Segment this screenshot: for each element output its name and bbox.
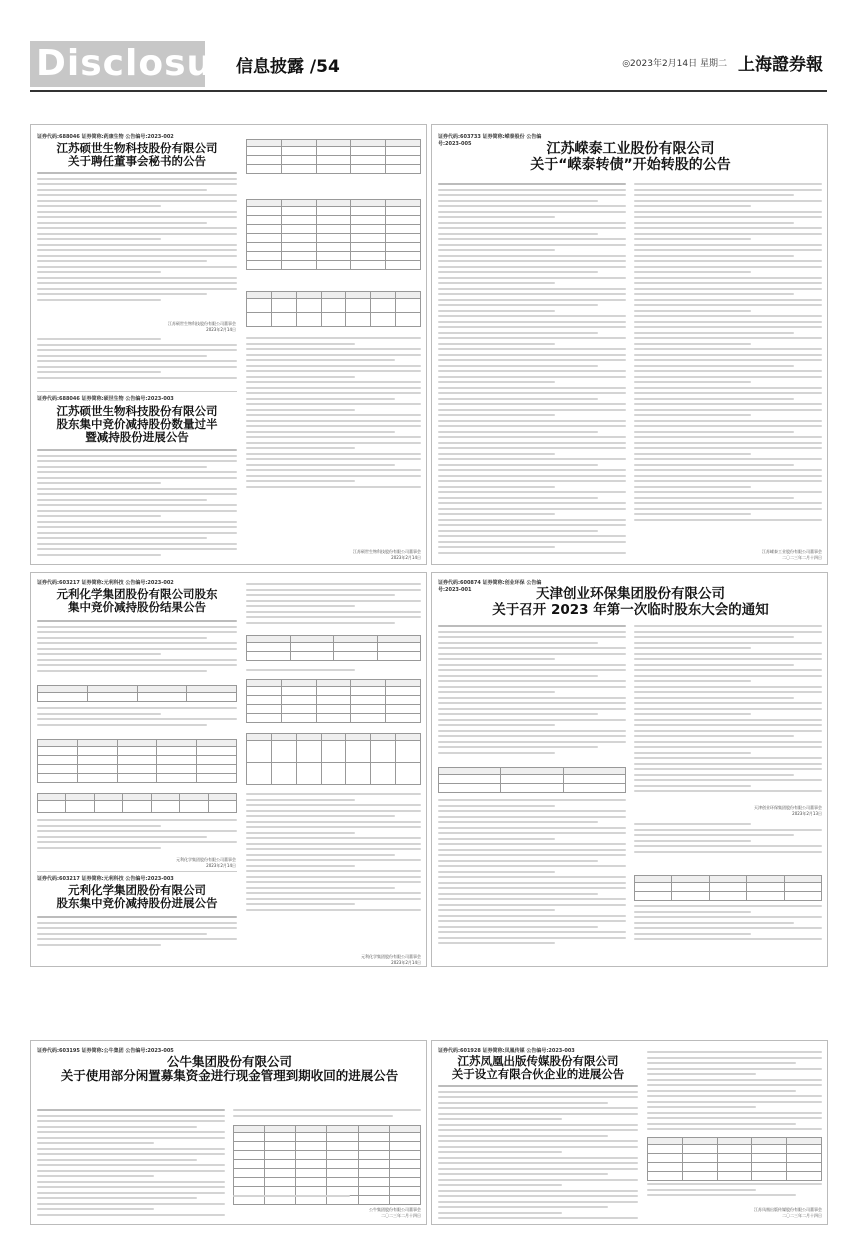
article-title: 元利化学集团股份有限公司 股东集中竞价减持股份进展公告 <box>56 883 218 911</box>
article-title: 江苏凤凰出版传媒股份有限公司 关于设立有限合伙企业的进展公告 <box>451 1054 625 1082</box>
reduction-progress-table <box>246 291 421 327</box>
shareholder-detail-table <box>246 679 421 723</box>
article-body-lines <box>246 583 421 633</box>
article-body-lines <box>647 1051 822 1135</box>
article-body-lines <box>246 337 421 537</box>
reduction-detail-table <box>37 793 237 813</box>
section-title: 信息披露 /54 <box>236 57 340 77</box>
article-body-lines <box>438 625 626 765</box>
proposal-table <box>438 767 626 793</box>
article-body-lines <box>246 669 421 679</box>
article-body-lines <box>634 905 822 960</box>
shareholding-table <box>246 139 421 174</box>
holding-change-table <box>37 739 237 783</box>
article-title: 天津创业环保集团股份有限公司 关于召开 2023 年第一次临时股东大会的通知 <box>492 586 769 618</box>
article-title: 江苏嵘泰工业股份有限公司 关于“嵘泰转债”开始转股的公告 <box>530 141 731 174</box>
article-appendix-lines <box>37 338 237 388</box>
article-body-lines <box>647 1183 822 1203</box>
article-code: 证券代码:600874 证券简称:创业环保 公告编号:2023-001 <box>438 580 542 593</box>
article-code: 证券代码:601928 证券简称:凤凰传媒 公告编号:2023-003 <box>438 1048 575 1054</box>
article-body-lines <box>634 625 822 805</box>
signature: 元利化学集团股份有限公司董事会 2023年2月14日 <box>361 954 421 965</box>
signature: 元利化学集团股份有限公司董事会 2023年2月14日 <box>176 857 236 868</box>
article-body-lines <box>233 1109 421 1123</box>
article-body-lines <box>634 183 822 533</box>
panel-middle-right <box>431 572 828 967</box>
header-rule <box>30 90 827 92</box>
article-code: 证券代码:603217 证券简称:元利科技 公告编号:2023-002 <box>37 580 174 586</box>
cash-management-table <box>233 1125 421 1205</box>
reduction-progress-table <box>246 733 421 785</box>
panel-bottom-left <box>30 1040 427 1225</box>
article-code: 证券代码:603733 证券简称:嵘泰股份 公告编号:2023-005 <box>438 134 542 147</box>
article-title: 江苏硕世生物科技股份有限公司 股东集中竞价减持股份数量过半 暨减持股份进展公告 <box>56 404 218 445</box>
article-title: 元利化学集团股份有限公司股东 集中竞价减持股份结果公告 <box>56 587 218 615</box>
shareholding-table <box>246 635 421 661</box>
attachment-lines <box>634 823 822 873</box>
article-body-lines <box>37 1109 225 1219</box>
page-header <box>0 0 857 95</box>
article-code: 证券代码:603195 证券简称:公牛集团 公告编号:2023-005 <box>37 1048 174 1054</box>
article-body-lines <box>37 916 237 952</box>
article-body-lines <box>438 799 626 959</box>
panel-bottom-right <box>431 1040 828 1225</box>
signature: 公牛集团股份有限公司董事会 二〇二三年二月十四日 <box>369 1207 421 1218</box>
signature: 江苏硕世生物科技股份有限公司董事会 2023年2月14日 <box>168 321 236 332</box>
newspaper-brand: 上海證券報 <box>738 55 823 75</box>
article-code: 证券代码:688046 证券简称:硕世生物 公告编号:2023-003 <box>37 396 174 402</box>
divider <box>37 391 237 392</box>
article-title: 公牛集团股份有限公司 关于使用部分闲置募集资金进行现金管理到期收回的进展公告 <box>60 1054 399 1084</box>
issue-date: ◎2023年2月14日 星期二 <box>622 59 727 69</box>
signature: 天津创业环保集团股份有限公司董事会 2023年2月13日 <box>754 805 822 816</box>
proxy-vote-table <box>634 875 822 901</box>
article-body-lines <box>37 449 237 559</box>
divider <box>37 871 237 872</box>
article-code: 证券代码:688046 证券简称:药康生物 公告编号:2023-002 <box>37 134 174 140</box>
article-body-lines <box>438 1085 638 1220</box>
article-body-lines <box>438 183 626 555</box>
signature: 江苏凤凰出版传媒股份有限公司董事会 二〇二三年二月十四日 <box>754 1207 822 1218</box>
partnership-contribution-table <box>647 1137 822 1181</box>
article-title: 江苏硕世生物科技股份有限公司 关于聘任董事会秘书的公告 <box>56 141 218 169</box>
article-body-lines <box>37 620 237 680</box>
article-body-lines <box>37 819 237 859</box>
masthead-logo <box>30 41 258 87</box>
panel-top-right <box>431 124 828 565</box>
panel-top-left <box>30 124 427 565</box>
masthead-text: Disclosure <box>36 43 258 84</box>
shareholder-detail-table <box>246 199 421 270</box>
reduction-result-table <box>37 685 237 702</box>
article-body-lines <box>246 793 421 953</box>
article-code: 证券代码:603217 证券简称:元利科技 公告编号:2023-003 <box>37 876 174 882</box>
article-body-lines <box>37 172 237 312</box>
signature: 江苏嵘泰工业股份有限公司董事会 二〇二三年二月十四日 <box>762 549 822 560</box>
article-body-lines <box>37 707 237 737</box>
panel-middle-left <box>30 572 427 967</box>
article-body-lines <box>233 1195 421 1205</box>
signature: 江苏硕世生物科技股份有限公司董事会 2023年2月14日 <box>353 549 421 560</box>
